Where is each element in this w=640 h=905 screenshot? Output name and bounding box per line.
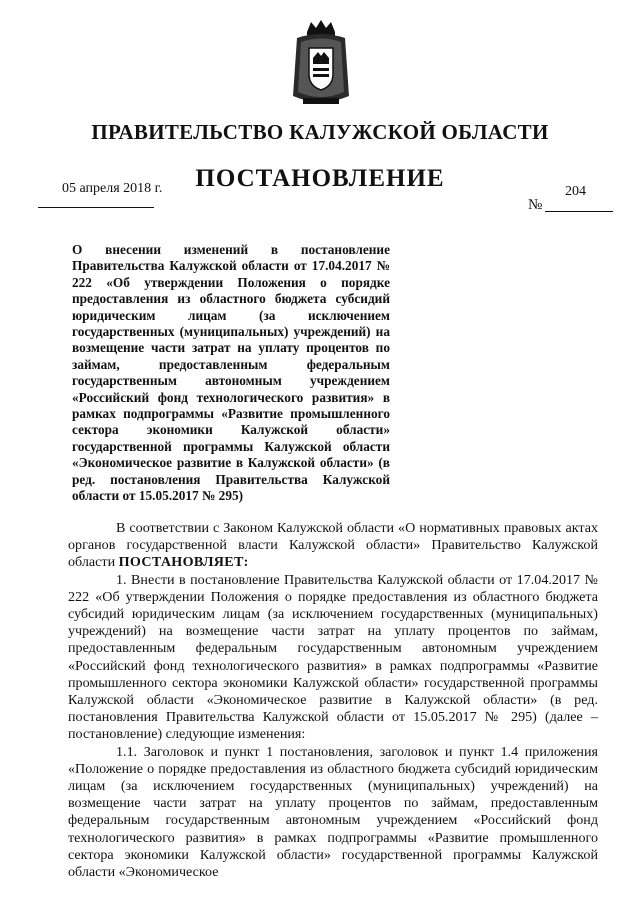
document-type: ПОСТАНОВЛЕНИЕ [195, 165, 445, 192]
decree-word: ПОСТАНОВЛЯЕТ: [118, 554, 249, 571]
government-name: ПРАВИТЕЛЬСТВО КАЛУЖСКОЙ ОБЛАСТИ [91, 120, 549, 144]
date-underline [38, 207, 154, 208]
number-label: № [528, 197, 543, 213]
coat-of-arms-emblem [287, 18, 355, 108]
document-number: 204 [565, 184, 586, 199]
document-date: 05 апреля 2018 г. [62, 181, 163, 196]
preamble-text: В соответствии с Законом Калужской области «О нормативных правовых актах органов государственной власти Калужской области» Правительство Калужской области [68, 520, 598, 571]
item-1-1-paragraph: 1.1. Заголовок и пункт 1 постановления, заголовок и пункт 1.4 приложения «Положение о порядке предоставления из областного бюджета субсидий юридическим лицам (за исключением государственных (муниципальных) учреждений) на возмещение части затрат на уплату процентов по займам, предоставленным федеральным государственным автономным учреждением «Российский фонд технологического развития» в рамках подпрограммы «Развитие промышленного сектора экономики Калужской области» государственной программы Калужской области «Экономическое [68, 743, 598, 881]
number-underline [545, 211, 613, 212]
preamble-paragraph [68, 520, 598, 572]
item-1-paragraph: 1. Внести в постановление Правительства Калужской области от 17.04.2017 № 222 «Об утверждении Положения о порядке предоставления из областного бюджета субсидий юридическим лицам (за исключением государственных (муниципальных) учреждений) на возмещение части затрат на уплату процентов по займам, предоставленным федеральным государственным автономным учреждением «Российский фонд технологического развития» в рамках подпрограммы «Развитие промышленного сектора экономики Калужской области» государственной программы Калужской области «Экономическое развитие в Калужской области» (в ред. постановления Правительства Калужской области от 15.05.2017 № 295) (далее – постановление) следующие изменения: [68, 571, 598, 743]
document-subject: О внесении изменений в постановление Правительства Калужской области от 17.04.2017 № 222 «Об утверждении Положения о порядке предоставления из областного бюджета субсидий юридическим лицам (за исключением государственных (муниципальных) учреждений) на возмещение части затрат на уплату процентов по займам, предоставленным федеральным государственным автономным учреждением «Российский фонд технологического развития» в рамках подпрограммы «Развитие промышленного сектора экономики Калужской области» государственной программы Калужской области «Экономическое развитие в Калужской области» (в ред. постановления Правительства Калужской области от 15.05.2017 № 295) [72, 242, 390, 504]
document-body [68, 520, 598, 881]
